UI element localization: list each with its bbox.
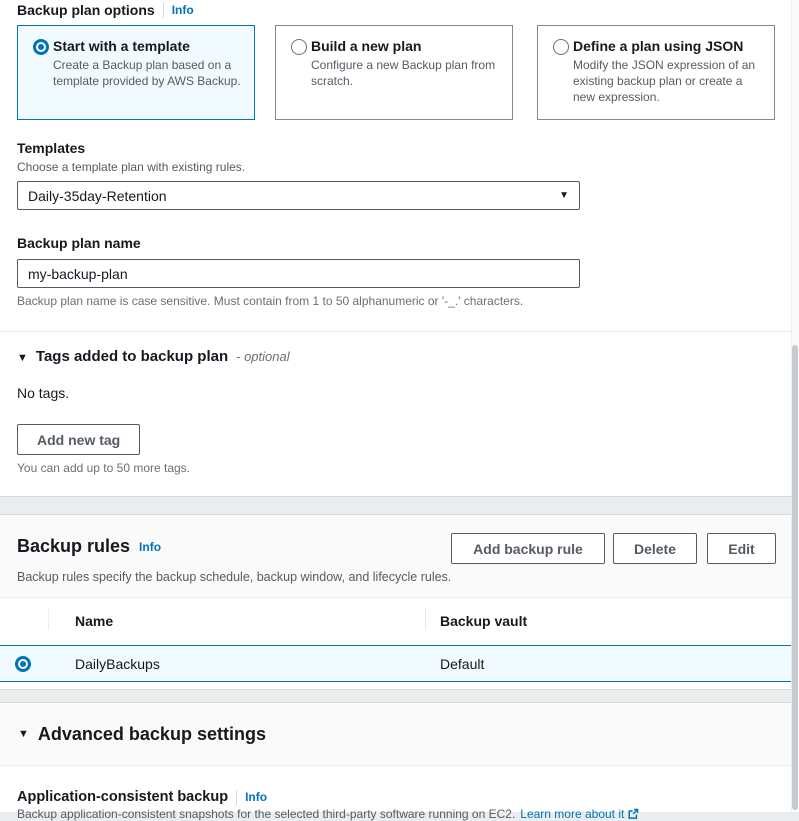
option-description: Modify the JSON expression of an existing backup plan or create a new expression. <box>573 58 756 104</box>
backup-rules-info-link[interactable]: Info <box>139 539 162 554</box>
no-tags-text: No tags. <box>17 385 70 401</box>
backup-plan-options-info-link[interactable]: Info <box>171 3 194 17</box>
backup-rules-description: Backup rules specify the backup schedule, backup window, and lifecycle rules. <box>17 570 452 584</box>
add-new-tag-button[interactable]: Add new tag <box>17 424 140 455</box>
advanced-settings-header[interactable] <box>0 703 791 766</box>
section-divider <box>0 331 791 332</box>
learn-more-link[interactable] <box>520 807 639 821</box>
backup-rules-title: Backup rules <box>17 536 131 556</box>
caret-down-icon: ▼ <box>17 352 28 364</box>
scrollbar-track[interactable] <box>791 0 799 812</box>
radio-selected-icon[interactable] <box>33 39 49 55</box>
tags-section-title: Tags added to backup plan <box>35 348 229 365</box>
column-header-backup-vault: Backup vault <box>440 613 528 629</box>
label-info-divider <box>236 790 237 805</box>
templates-description: Choose a template plan with existing rules. <box>17 160 246 174</box>
tags-optional-label: - optional <box>236 349 290 364</box>
column-divider <box>48 608 49 630</box>
templates-selected-value: Daily-35day-Retention <box>28 187 167 204</box>
learn-more-link-label: Learn more about it <box>520 807 625 821</box>
chevron-down-icon: ▼ <box>559 190 569 201</box>
plan-name-input[interactable] <box>17 259 580 288</box>
app-consistent-info-link[interactable]: Info <box>245 790 268 804</box>
option-card-define-plan-json[interactable] <box>537 25 775 120</box>
app-consistent-description: Backup application-consistent snapshots for the selected third-party software running on EC2. <box>17 807 516 821</box>
templates-select[interactable] <box>17 181 580 210</box>
app-consistent-label-row <box>17 789 267 805</box>
app-consistent-description-row <box>17 807 639 821</box>
advanced-settings-title: Advanced backup settings <box>37 723 266 744</box>
delete-button[interactable]: Delete <box>613 533 697 564</box>
app-consistent-label: Application-consistent backup <box>17 789 229 805</box>
label-info-divider <box>163 3 164 18</box>
backup-rules-header <box>0 515 791 598</box>
backup-rules-title-row <box>17 536 161 557</box>
scrollbar-thumb[interactable] <box>792 345 798 810</box>
plan-name-label: Backup plan name <box>17 235 141 251</box>
option-card-build-new-plan[interactable] <box>275 25 513 120</box>
option-description: Configure a new Backup plan from scratch. <box>311 58 496 88</box>
option-title: Define a plan using JSON <box>573 38 744 54</box>
rule-name-cell: DailyBackups <box>75 656 160 672</box>
option-title: Start with a template <box>53 38 190 54</box>
templates-label: Templates <box>17 140 86 156</box>
plan-name-hint: Backup plan name is case sensitive. Must contain from 1 to 50 alphanumeric or '-_.' characters. <box>17 294 524 308</box>
edit-button[interactable]: Edit <box>707 533 776 564</box>
option-description: Create a Backup plan based on a template provided by AWS Backup. <box>53 58 241 88</box>
option-card-start-with-template[interactable] <box>17 25 255 120</box>
table-row[interactable] <box>0 645 791 682</box>
backup-plan-options-label-row <box>17 2 194 18</box>
column-divider <box>425 608 426 630</box>
add-backup-rule-button[interactable]: Add backup rule <box>451 533 605 564</box>
radio-unselected-icon[interactable] <box>553 39 569 55</box>
backup-vault-cell: Default <box>440 656 485 672</box>
external-link-icon <box>627 808 639 820</box>
backup-rules-card <box>0 514 791 690</box>
backup-plan-options-label: Backup plan options <box>17 2 155 18</box>
advanced-settings-card <box>0 702 791 821</box>
tags-section-header[interactable] <box>17 348 290 365</box>
option-title: Build a new plan <box>311 38 422 54</box>
caret-down-icon: ▼ <box>18 728 29 740</box>
tags-limit-hint: You can add up to 50 more tags. <box>17 461 191 475</box>
row-radio-selected-icon[interactable] <box>15 656 31 672</box>
column-header-name: Name <box>75 613 114 629</box>
radio-unselected-icon[interactable] <box>291 39 307 55</box>
